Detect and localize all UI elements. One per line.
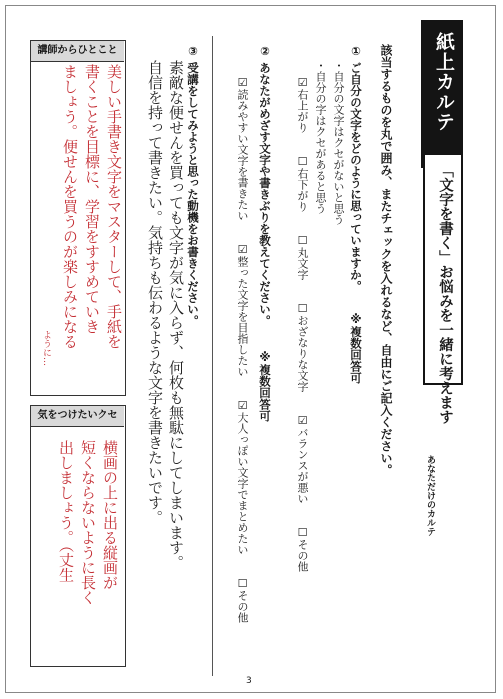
q2-question: ② あなたがめざす文字や書きぶりを教えてください。 [258,44,272,327]
habit-line-1: 横画の上に出る縦画が [101,440,119,590]
q2-checkbox-row[interactable]: ☑読みやすい文字を書きたい ☑整った文字を目指したい ☑大人っぽい文字でまとめたい ☐その他 [236,76,249,623]
teacher-comment-line-1: 美しい手書き文字をマスターして、手紙を [105,64,123,349]
q3-question: ③ 受講をしてみようと思った動機をお書きください。 [186,44,200,327]
q1-option-has-habit[interactable]: ・自分の字はクセがあると思う [314,60,327,214]
page-title: 紙上カルテ [433,32,455,132]
instruction-text: 該当するものを丸で囲み、またチェックを入れるなど、自由にご記入ください。 [379,44,393,476]
teacher-comment-header: 講師からひとこと [31,41,124,62]
q1-option-no-habit[interactable]: ・自分の文字はクセがないと思う [332,60,345,225]
habit-header: 気をつけたいクセ [31,406,124,427]
q1-note: ※複数回答可 [349,312,363,384]
habit-line-2: 短くならないように長く [79,440,97,605]
karte-label: あなただけのカルテ [425,455,435,536]
column-divider [212,36,213,676]
teacher-comment-line-2: 書くことを目標に、学習をすすめていき [83,64,101,334]
page-subtitle: 「文字を書く」お悩みを一緒に考えます [437,163,453,424]
q2-note: ※複数回答可 [258,350,272,422]
q1-checkbox-row[interactable]: ☑右上がり ☐右下がり ☐丸文字 ☐おざなりな文字 ☑バランスが悪い ☐その他 [296,76,309,572]
page-number: 3 [246,676,252,686]
title-block [421,20,463,168]
subtitle-box [423,153,463,424]
q1-question: ① ご自分の文字をどのように思っていますか。 [349,44,363,293]
habit-line-3: 出しましょう。（丈生 [57,440,75,583]
teacher-comment-line-4: ように… [41,330,51,366]
q3-answer-line-1: 素敵な便せんを買っても文字が気に入らず、何枚も無駄にしてしまいます。 [167,60,185,570]
q3-answer-line-2: 自信を持って書きたい。気持ちも伝わるような文字を書きたいです。 [146,60,164,525]
teacher-comment-line-3: ましょう。便せんを買うのが楽しみになる [61,64,79,349]
